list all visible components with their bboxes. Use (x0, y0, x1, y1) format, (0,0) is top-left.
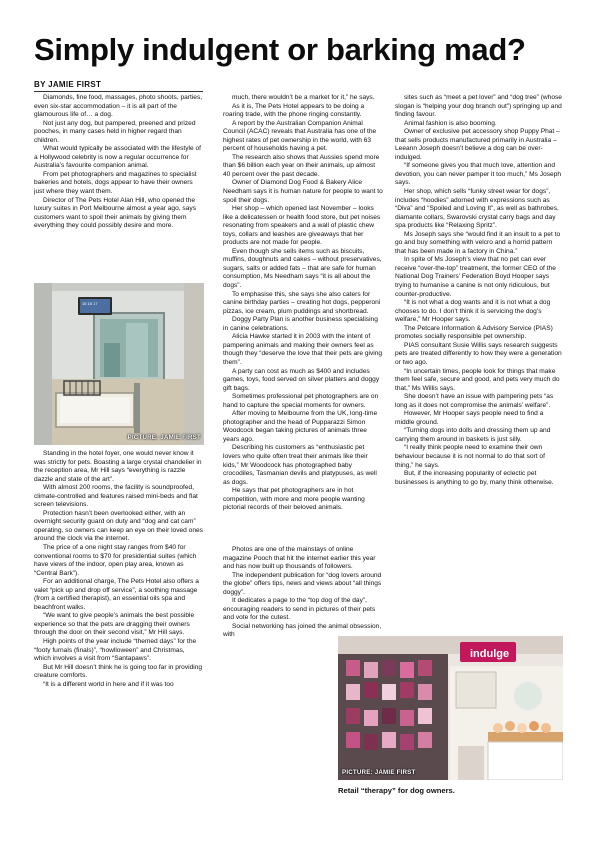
tv-screen-text: 15 16 17 (82, 301, 98, 306)
article-paragraph: Alicia Hawke started it in 2003 with the intent of pampering animals and making their owners feel as though they “deserve the love that their pets are giving them”. (223, 333, 383, 366)
hotel-room-illustration (34, 283, 204, 445)
article-paragraph: Even though she sells items such as biscuits, muffins, doughnuts and cakes – without preservatives, sugars, salts or added fats – that are safe for human consumption, Ms Needham says “it is all about the dogs”. (223, 247, 382, 290)
article-paragraph: After moving to Melbourne from the UK, long-time photographer and the head of Pupparazzi Simon Woodcock began taking pictures of animals three years ago. (223, 410, 378, 443)
article-paragraph: To emphasise this, she says she also caters for canine birthday parties – creating hot dogs, pepperoni pizzas, ice cream, plum puddings and shortbread. (223, 290, 381, 315)
article-paragraph: With almost 200 rooms, the facility is soundproofed, climate-controlled and features raised mini-beds and flat screen televisions. (34, 484, 198, 509)
article-paragraph: “It is a different world in here and if it was too (43, 680, 174, 688)
article-paragraph: A report by the Australian Companion Animal Council (ACAC) reveals that Australia has one of the highest rates of pet ownership in the world, with 63 percent of households having a pet. (223, 119, 377, 153)
article-paragraph: He says that pet photographers are in hot competition, with more and more people wanting pictorial records of their beloved animals. (223, 487, 365, 512)
article-paragraph: “In uncertain times, people look for things that make them feel safe, secure and good, and pets very much do that,” Ms Willis says. (395, 367, 560, 392)
article-paragraph: But Mr Hill doesn’t think he is going too far in providing creature comforts. (34, 663, 203, 680)
byline: BY JAMIE FIRST (34, 80, 102, 89)
article-paragraph: Owner of exclusive pet accessory shop Puppy Phat – that sells products manufactured primarily in Australia – Leeann Joseph doesn’t believe a dog can be over-indulged. (395, 128, 560, 161)
headline: Simply indulgent or barking mad? (34, 32, 526, 67)
hotel-room-photo (34, 283, 204, 445)
article-paragraph: Photos are one of the mainstays of online magazine Pooch that hit the internet earlier this year and has now built up thousands of followers. (223, 546, 376, 571)
article-paragraph: Standing in the hotel foyer, one would never know it was strictly for pets. Boasting a large crystal chandelier in the reception area, Mr Hill says “everything is razzle dazzle and state of the art”. (34, 450, 202, 483)
article-paragraph: She doesn’t have an issue with pampering pets “as long as it does not compromise the animals’ welfare”. (395, 393, 554, 409)
article-paragraph: As it is, The Pets Hotel appears to be doing a roaring trade, with the phone ringing constantly. (223, 102, 365, 119)
article-column-1-top (34, 94, 203, 274)
byline-rule (34, 91, 203, 92)
article-paragraph: Diamonds, fine food, massages, photo shoots, parties, even six-star accommodation – it is all part of the glamourous life of… a dog. (34, 94, 203, 119)
article-column-2-top (223, 94, 383, 544)
article-paragraph: Doggy Party Plan is another business specialising in canine celebrations. (223, 316, 378, 332)
article-paragraph: High points of the year include “themed days” for the “footy furnals (finals)”, “howlloween” and Christmas, which involves a visit from “Santapaws”. (34, 638, 197, 663)
article-paragraph: Protection hasn’t been overlooked either, with an overnight security guard on duty and “dog and cat cam” operating, so owners can keep an eye on their loved ones around the clock via the internet. (34, 509, 203, 543)
article-paragraph: Animal fashion is also booming. (404, 119, 497, 127)
article-paragraph: But, if the increasing popularity of eclectic pet businesses is anything to go by, many think otherwise. (395, 470, 554, 486)
article-paragraph: It dedicates a page to the “top dog of the day”, encouraging readers to send in pictures of their pets and vote for the cutest. (223, 597, 376, 622)
photo2-credit: PICTURE: JAMIE FIRST (342, 769, 416, 776)
article-paragraph: Director of The Pets Hotel Alan Hill, who opened the luxury suites in Port Melbourne almost a year ago, says customers want to spoil their animals by giving them everything they could possibly desire and more. (34, 196, 196, 230)
article-paragraph: The research also shows that Aussies spend more than $6 billion each year on their animals, up almost 40 percent over the past decade. (223, 153, 380, 178)
article-column-3 (395, 94, 563, 634)
article-paragraph: A party can cost as much as $400 and includes games, toys, food served on silver platters and doggy gift bags. (223, 367, 380, 392)
article-paragraph: Describing his customers as “enthusiastic pet lovers who quite often treat their animals like their kids,” Mr Woodcock has photographed baby crocodiles, Tasmanian devils and platypuses, as well as dogs. (223, 444, 377, 486)
pet-shop-photo (338, 636, 563, 780)
article-paragraph: PIAS consultant Susie Willis says research suggests pets are treated differently to how they were a generation or two ago. (395, 341, 562, 366)
photo1-credit: PICTURE: JAMIE FIRST (127, 434, 201, 441)
article-paragraph: sites such as “meet a pet lover” and “dog tree” (whose slogan is “helping your dog branch out”) springing up and finding favour. (395, 94, 562, 119)
article-paragraph: “If someone gives you that much love, attention and devotion, you can never pamper it too much,” Ms Joseph says. (395, 162, 562, 187)
pet-shop-illustration (338, 636, 563, 780)
article-paragraph: “Turning dogs into dolls and dressing them up and carrying them around in baskets is just silly. (395, 427, 551, 443)
article-paragraph: “I really think people need to examine their own behaviour because it is not normal to do that sort of thing,” he says. (395, 444, 545, 469)
article-paragraph: Not just any dog, but pampered, preened and prized pooches, in many cases held in higher regard than children. (34, 119, 196, 144)
article-paragraph: much, there wouldn’t be a market for it,” he says. (232, 94, 375, 101)
photo-caption: Retail “therapy” for dog owners. (338, 786, 455, 795)
article-paragraph: For an additional charge, The Pets Hotel also offers a valet “pick up and drop off service”, a soothing massage (from a certified therapist), an essential oils spa and beachfront walks. (34, 578, 199, 611)
article-paragraph: The Petcare Information & Advisory Service (PIAS) promotes socially responsible pet ownership. (395, 324, 553, 341)
article-column-1-bottom (34, 450, 203, 810)
article-paragraph: Owner of Diamond Dog Food & Bakery Alice Needham says it is human nature for people to want to spoil their dogs. (223, 179, 383, 204)
article-paragraph: Ms Joseph says she “would find it an insult to a pet to go and buy something with velcro and a horrid pattern that has been made in a factory in China.” (395, 230, 561, 255)
article-paragraph: Her shop, which sells “funky street wear for dogs”, includes “hoodies” adorned with expressions such as “Diva” and “Spoiled and Loving It”, as well as bathrobes, diamante collars, Swarovski crystal carry bags and day spa products like “Relaxing Spritz”. (395, 188, 559, 230)
shop-sign-text: indulge (470, 648, 510, 660)
article-paragraph: What would typically be associated with the lifestyle of a Hollywood celebrity is now a regular occurrence for Australia’s favourite companion animal. (34, 145, 201, 170)
article-paragraph: Sometimes professional pet photographers are on hand to capture the special moments for owners. (223, 393, 379, 409)
article-paragraph: “We want to give people’s animals the best possible experience so that the pets are dragging their owners through the door on their second visit,” Mr Hill says. (34, 612, 195, 637)
article-paragraph: Social networking has joined the animal obsession, with (223, 622, 382, 639)
article-paragraph: In spite of Ms Joseph’s view that no pet can ever receive “over-the-top” treatment, the former CEO of the National Dog Trainers’ Federation Boyd Hooper says trying to humanise a canine is not only ridiculous, but counter-productive. (395, 256, 556, 298)
article-paragraph: Her shop – which opened last November – looks like a delicatessen or health food store, but pet noises resonating from speakers and a wall of plastic chew toys, collars and leashes are giveaways that her products are not made for people. (223, 205, 381, 247)
article-paragraph: From pet photographers and magazines to specialist bakeries and hotels, dogs appear to have their owners just where they want them. (34, 170, 197, 196)
article-paragraph: The independent publication for “dog lovers around the globe” offers tips, news and views about “all things doggy”. (223, 571, 382, 596)
article-paragraph: The price of a one night stay ranges from $40 for conventional rooms to $70 for presidential suites (which have views of the indoor, open play area, known as “Central Bark”). (34, 544, 197, 577)
article-paragraph: “It is not what a dog wants and it is not what a dog chooses to do. I don’t think it is servicing the dog’s welfare,” Mr Hooper says. (395, 299, 551, 324)
article-paragraph: However, Mr Hooper says people need to find a middle ground. (395, 410, 544, 426)
